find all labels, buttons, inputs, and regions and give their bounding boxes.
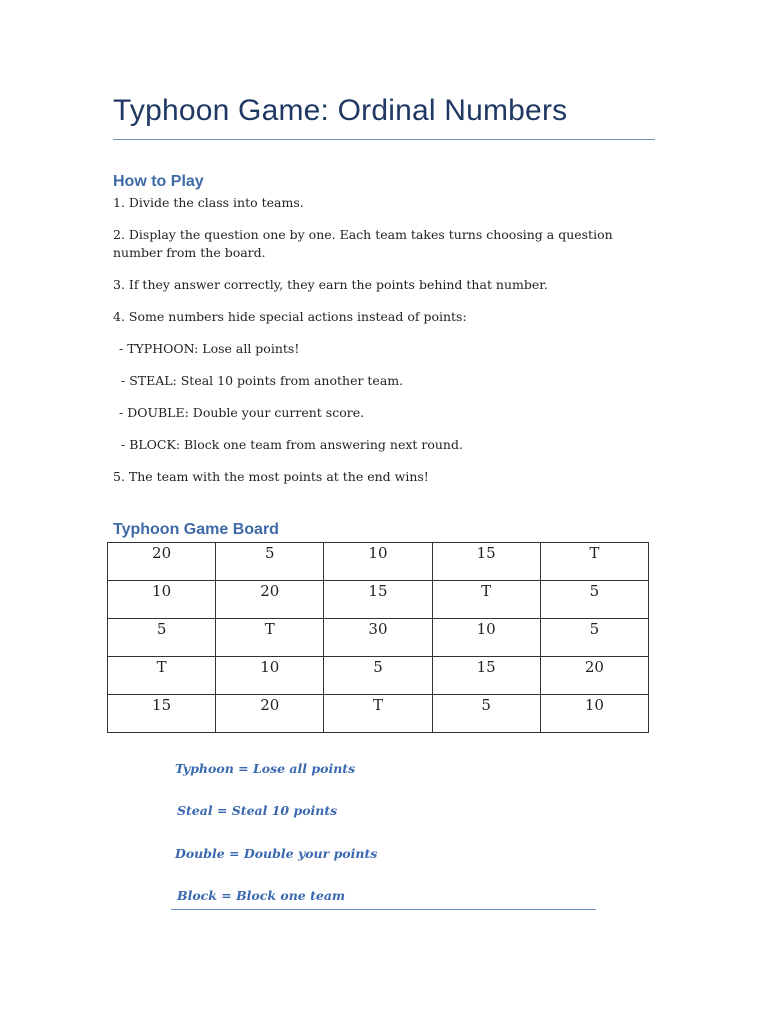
board-cell: T <box>324 695 432 733</box>
board-cell: 5 <box>540 619 648 657</box>
legend-steal: Steal = Steal 10 points <box>177 803 338 818</box>
page-title: Typhoon Game: Ordinal Numbers <box>113 94 568 127</box>
step-5: 5. The team with the most points at the end wins! <box>113 469 429 484</box>
board-cell: 5 <box>108 619 216 657</box>
title-underline <box>113 139 655 140</box>
legend-double: Double = Double your points <box>175 846 378 861</box>
board-cell: 5 <box>540 581 648 619</box>
board-cell: 15 <box>432 543 540 581</box>
table-row <box>108 581 649 619</box>
board-cell: 20 <box>216 581 324 619</box>
game-board-table <box>107 542 649 733</box>
special-action-double: - DOUBLE: Double your current score. <box>119 405 365 420</box>
step-3: 3. If they answer correctly, they earn the points behind that number. <box>113 277 548 292</box>
board-cell: 30 <box>324 619 432 657</box>
board-cell: 10 <box>108 581 216 619</box>
game-board-heading: Typhoon Game Board <box>113 521 279 538</box>
board-cell: 5 <box>432 695 540 733</box>
board-cell: 10 <box>540 695 648 733</box>
table-row <box>108 695 649 733</box>
legend-typhoon: Typhoon = Lose all points <box>175 761 356 776</box>
table-row <box>108 657 649 695</box>
special-action-typhoon: - TYPHOON: Lose all points! <box>119 341 300 356</box>
legend-underline <box>171 909 596 910</box>
legend-block: Block = Block one team <box>177 888 346 903</box>
table-row <box>108 619 649 657</box>
special-action-block: - BLOCK: Block one team from answering next round. <box>121 437 463 452</box>
board-cell: T <box>216 619 324 657</box>
board-cell: T <box>108 657 216 695</box>
special-action-steal: - STEAL: Steal 10 points from another team. <box>121 373 404 388</box>
board-cell: 10 <box>324 543 432 581</box>
how-to-play-heading: How to Play <box>113 173 204 190</box>
board-cell: 15 <box>432 657 540 695</box>
step-2: 2. Display the question one by one. Each team takes turns choosing a question number from the board. <box>113 227 613 260</box>
board-cell: 5 <box>216 543 324 581</box>
step-1: 1. Divide the class into teams. <box>113 195 304 210</box>
board-cell: T <box>540 543 648 581</box>
table-row <box>108 543 649 581</box>
board-cell: 20 <box>216 695 324 733</box>
step-4: 4. Some numbers hide special actions instead of points: <box>113 309 467 324</box>
board-cell: 5 <box>324 657 432 695</box>
board-cell: 10 <box>432 619 540 657</box>
board-cell: 20 <box>108 543 216 581</box>
board-cell: 15 <box>108 695 216 733</box>
board-cell: T <box>432 581 540 619</box>
board-cell: 10 <box>216 657 324 695</box>
board-cell: 15 <box>324 581 432 619</box>
board-cell: 20 <box>540 657 648 695</box>
